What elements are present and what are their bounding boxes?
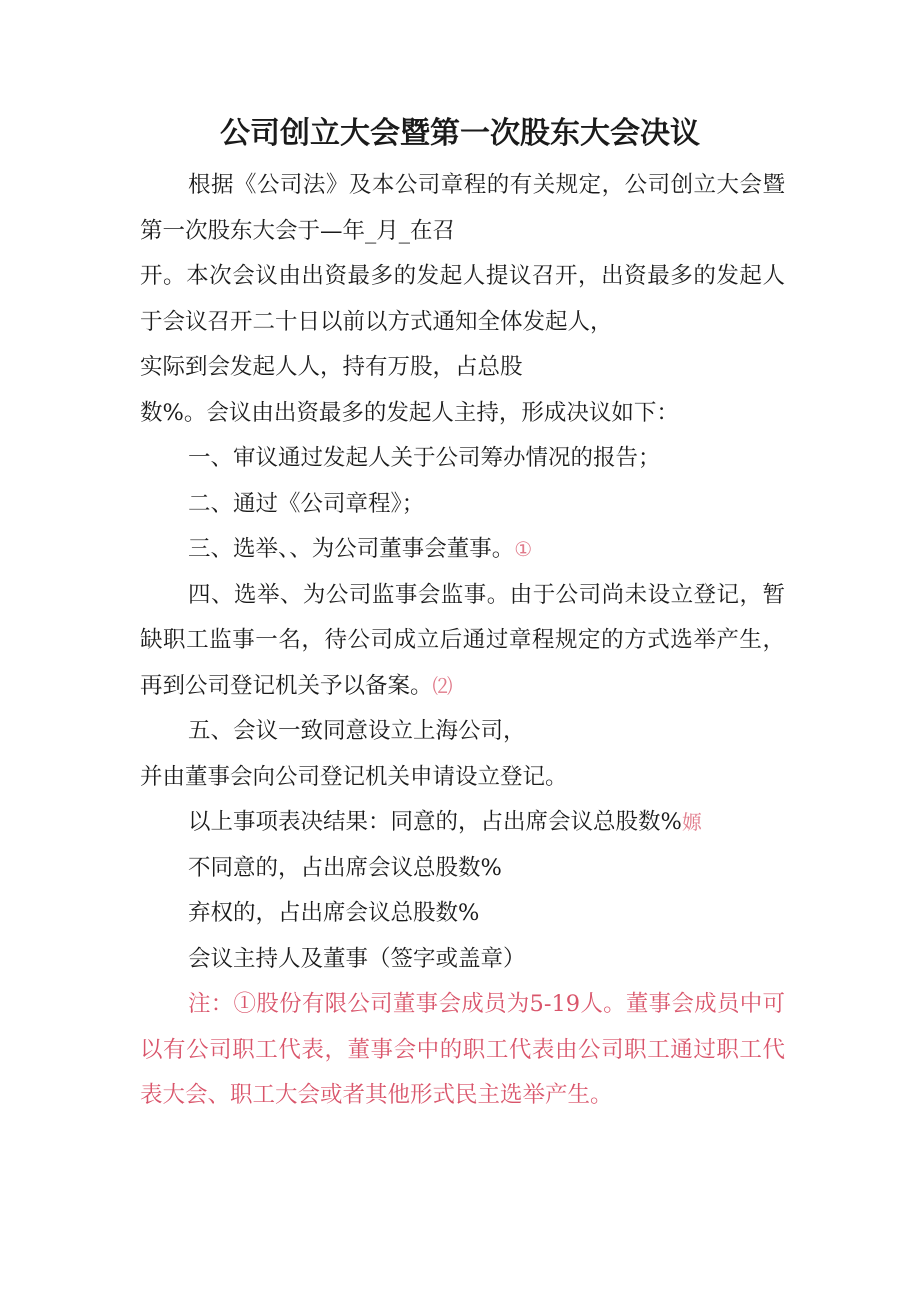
line-text: 四、选举、为公司监事会监事。由于公司尚未设立登记，暂 xyxy=(188,581,785,608)
note-text: 以有公司职工代表，董事会中的职工代表由公司职工通过职工代 xyxy=(140,1036,785,1063)
paragraph-line xyxy=(140,618,785,664)
line-text: 弃权的，占出席会议总股数% xyxy=(188,900,480,926)
resolution-item-5 xyxy=(140,709,785,755)
paragraph-line xyxy=(140,254,785,300)
vote-result-line xyxy=(140,846,785,892)
note-line xyxy=(140,1073,785,1119)
line-text: 数%。会议由出资最多的发起人主持，形成决议如下： xyxy=(140,399,679,426)
vote-result-line xyxy=(140,891,785,937)
line-text: 三、选举、、为公司董事会董事。 xyxy=(188,536,515,562)
paragraph-line xyxy=(140,163,785,209)
line-text: 缺职工监事一名，待公司成立后通过章程规定的方式选举产生， xyxy=(140,627,785,653)
paragraph-line xyxy=(140,755,785,801)
paragraph-line xyxy=(140,300,785,346)
line-text: 五、会议一致同意设立上海公司， xyxy=(188,718,526,744)
line-text: 实际到会发起人人，持有万股，占总股 xyxy=(140,354,523,380)
footnote-mark: ① xyxy=(514,537,533,561)
signature-line xyxy=(140,937,785,983)
document-body xyxy=(140,163,785,1119)
line-text: 第一次股东大会于—年_月_在召 xyxy=(140,217,456,244)
paragraph-line xyxy=(140,345,785,391)
note-text: 表大会、职工大会或者其他形式民主选举产生。 xyxy=(140,1082,613,1108)
resolution-item-2 xyxy=(140,482,785,528)
line-text: 再到公司登记机关予以备案。 xyxy=(140,672,433,699)
line-text: 于会议召开二十日以前以方式通知全体发起人， xyxy=(140,308,613,335)
note-line xyxy=(140,1028,785,1074)
resolution-item-3 xyxy=(140,527,785,573)
note-line xyxy=(140,982,785,1028)
line-text: 根据《公司法》及本公司章程的有关规定，公司创立大会暨 xyxy=(188,172,785,198)
line-text: 会议主持人及董事（签字或盖章） xyxy=(188,945,526,972)
stray-mark: 嫄 xyxy=(681,810,702,834)
resolution-item-4 xyxy=(140,573,785,619)
note-text: 注：①股份有限公司董事会成员为5-19人。董事会成员中可 xyxy=(188,991,785,1017)
line-text: 二、通过《公司章程》； xyxy=(188,490,425,517)
vote-result-line xyxy=(140,800,785,846)
line-text: 不同意的，占出席会议总股数% xyxy=(188,854,502,881)
line-text: 并由董事会向公司登记机关申请设立登记。 xyxy=(140,763,568,790)
line-text: 一、审议通过发起人关于公司筹办情况的报告； xyxy=(188,445,661,471)
paragraph-line xyxy=(140,664,785,710)
document-title: 公司创立大会暨第一次股东大会决议 xyxy=(220,116,700,151)
footnote-mark: ⑵ xyxy=(432,673,453,698)
paragraph-line xyxy=(140,391,785,437)
resolution-item-1 xyxy=(140,436,785,482)
line-text: 开。本次会议由出资最多的发起人提议召开，出资最多的发起人 xyxy=(140,263,785,289)
paragraph-line xyxy=(140,209,785,255)
line-text: 以上事项表决结果：同意的，占出席会议总股数% xyxy=(188,809,682,835)
